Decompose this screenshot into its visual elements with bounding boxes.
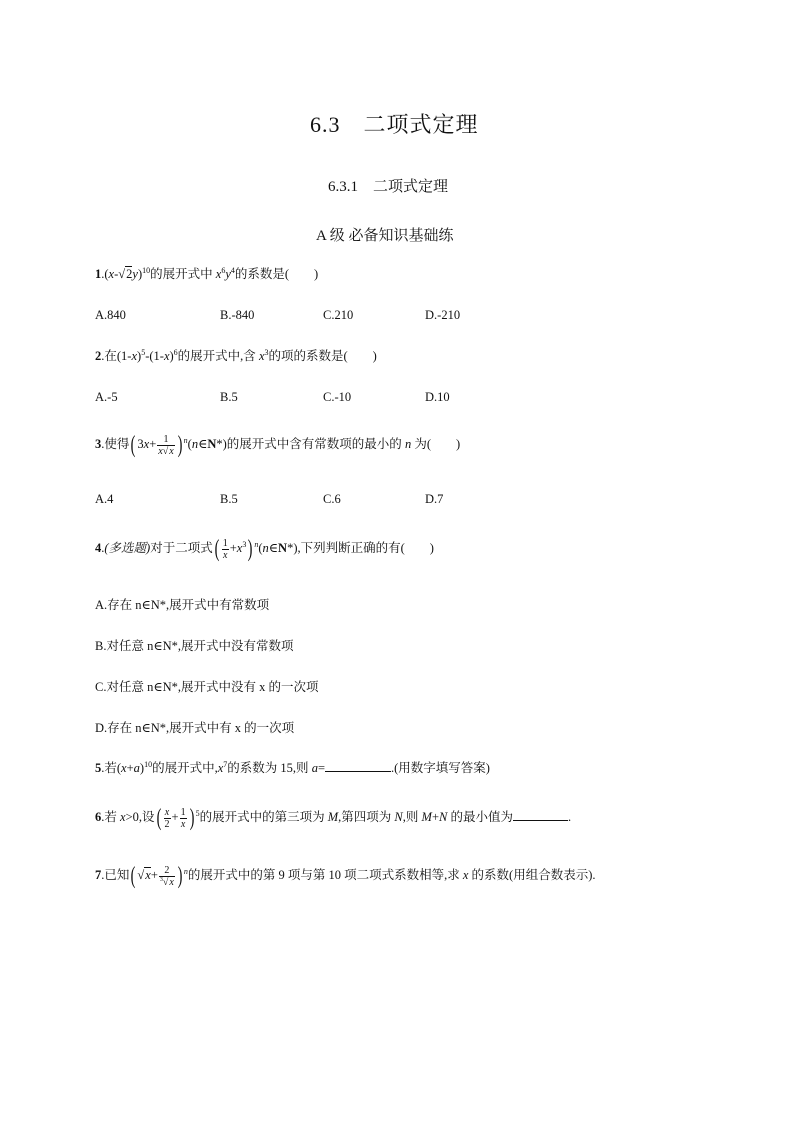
question-number: 7 [95,867,102,882]
q1-option-d[interactable]: D.-210 [425,308,461,322]
question-7: 7.已知( √x+ $\frac{2}{^3√x}$ ) $^n$的展开式中的第 9 项与第 10 项二项式系数相等,求 x 的系数(用组合数表示). [95,863,596,889]
q1-option-c[interactable]: C.210 [323,308,354,322]
question-6: 6.若 x>0,设( $\frac{x}{2}$ + $\frac{1}{x}$ ) $^5$的展开式中的第三项为 M,第四项为 N,则 M+N 的最小值为 . [95,805,572,831]
question-number: 4 [95,540,102,555]
question-number: 3 [95,436,102,451]
question-1: $1.(x-√2y)^{10}$的展开式中 $x^6y^4$的系数是( ) [95,266,319,281]
q3-option-c[interactable]: C.6 [323,492,341,506]
q3-option-b[interactable]: B.5 [220,492,238,506]
q2-option-d[interactable]: D.10 [425,390,450,404]
question-tag: (多选题) [104,540,151,555]
q2-option-b[interactable]: B.5 [220,390,238,404]
question-5: 5.若$(x+a)^{10}$的展开式中$,x^7$的系数为 15,则 a= .(用数字填写答案) [95,760,490,775]
q4-option-c[interactable]: C.对任意 n∈N*,展开式中没有 x 的一次项 [95,680,319,694]
q4-option-d[interactable]: D.存在 n∈N*,展开式中有 x 的一次项 [95,721,295,735]
q1-option-a[interactable]: A.840 [95,308,126,322]
question-number: 2 [95,349,102,363]
answer-blank[interactable] [513,808,568,821]
question-3: 3.使得( 3x+ $\frac{1}{x√x}$ ) $^n$(n∈N*)的展开式中含有常数项的最小的 n 为( ) [95,432,461,458]
q3-option-d[interactable]: D.7 [425,492,444,506]
question-4: 4.(多选题)对于二项式( $\frac{1}{x}$ $+x^3$) $^n$(n∈N*),下列判断正确的有( ) [95,536,434,562]
q1-option-b[interactable]: B.-840 [220,308,255,322]
answer-blank[interactable] [325,759,391,772]
section-subtitle: 6.3.1 二项式定理 [328,179,449,195]
q4-option-b[interactable]: B.对任意 n∈N*,展开式中没有常数项 [95,639,294,653]
question-number: 5 [95,761,102,775]
page-title: 6.3 二项式定理 [310,112,479,137]
q3-option-a[interactable]: A.4 [95,492,114,506]
q4-option-a[interactable]: A.存在 n∈N*,展开式中有常数项 [95,598,270,612]
q2-option-c[interactable]: C.-10 [323,390,352,404]
question-2: 2.在$(1-x)^5-(1-x)^6$的展开式中,含 $x^3$的项的系数是( ) [95,348,377,363]
level-heading: A 级 必备知识基础练 [316,228,454,244]
question-number: 6 [95,809,102,824]
question-number: 1 [95,267,102,281]
q2-option-a[interactable]: A.-5 [95,390,118,404]
